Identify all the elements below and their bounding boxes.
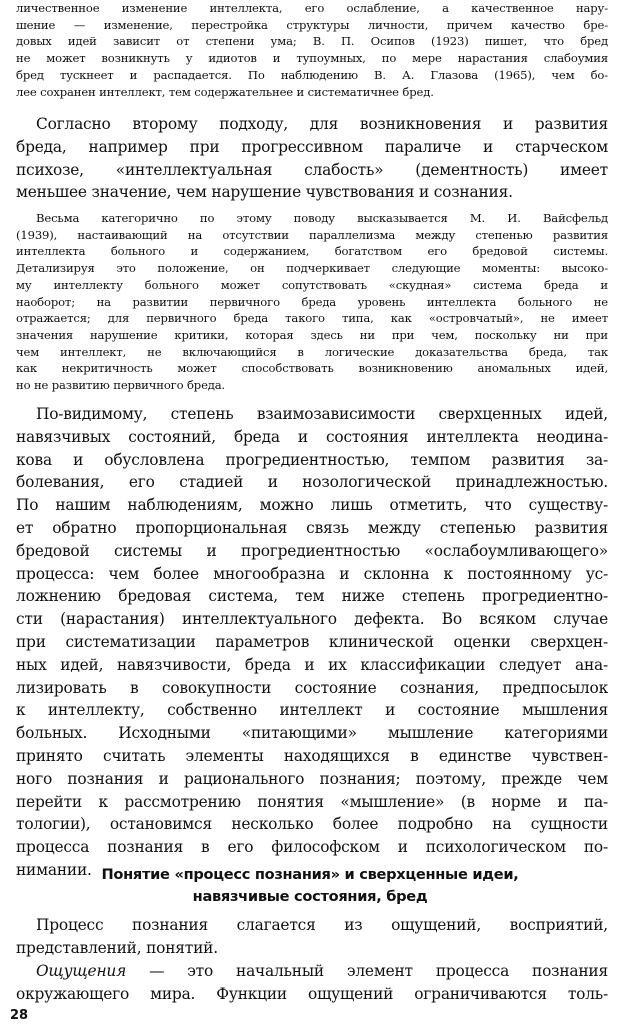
- para4-line: По нашим наблюдениям, можно лишь отметить, что существу-: [16, 496, 608, 515]
- para3-line: значения нарушение критики, которая здесь ни при чем, поскольку ни при: [16, 327, 608, 342]
- para4-line: ложнению бредовая система, тем ниже степень прогредиентно-: [16, 587, 608, 606]
- paragraph-small-1: [16, 0, 608, 100]
- para4-line: лизировать в совокупности состояние сознания, предпосылок: [16, 678, 608, 697]
- para4-line: к интеллекту, собственно интеллект и состояние мышления: [16, 701, 608, 720]
- para3-line: му интеллекту больного может сопутствовать «скудная» система бреда и: [16, 277, 608, 292]
- para2-line: Согласно второму подходу, для возникновения и развития: [36, 115, 608, 133]
- term-sensations: Ощущения: [36, 962, 127, 980]
- para3-line: (1939), настаивающий на отсутствии параллелизма между степенью развития: [16, 227, 608, 242]
- para3-line: Весьма категорично по этому поводу высказывается М. И. Вайсфельд: [36, 211, 608, 225]
- para3-line: интеллекта больного и содержанием, богатством его бредовой системы.: [16, 244, 608, 259]
- para4-line: ет обратно пропорциональная связь между степенью развития: [16, 518, 608, 537]
- para4-line: принято считать элементы находящихся в единстве чувствен-: [16, 746, 608, 765]
- para4-line: процесса познания в его философском и психологическом по-: [16, 838, 608, 857]
- para5-line: Процесс познания слагается из ощущений, восприятий,: [36, 916, 608, 934]
- paragraph-small-2: [16, 210, 608, 394]
- para3-line: но не развитию первичного бреда.: [16, 378, 226, 393]
- para4-line: ных идей, навязчивости, бреда и их классификации следует ана-: [16, 655, 608, 674]
- para1-line: бред тускнеет и распадается. По наблюдению В. А. Глазова (1965), чем бо-: [16, 67, 608, 82]
- para2-line: меньшее значение, чем нарушение чувствования и сознания.: [16, 183, 513, 202]
- paragraph-main-1: [16, 113, 608, 204]
- para3-line: чем интеллект, не включающийся в логические доказательства бреда, так: [16, 344, 608, 359]
- para4-line: болевания, его стадией и нозологической принадлежностью.: [16, 473, 608, 492]
- para4-line: бредовой системы и прогредиентностью «ослабоумливающего»: [16, 541, 608, 560]
- paragraph-main-4-line-2: окружающего мира. Функции ощущений ограничиваются толь-: [16, 984, 608, 1003]
- para4-line: ного познания и рационального познания; поэтому, прежде чем: [16, 769, 608, 788]
- para3-line: Детализируя это положение, он подчеркивает следующие моменты: высоко-: [16, 261, 608, 276]
- para1-line: не может возникнуть у идиотов и тупоумных, по мере нарастания слабоумия: [16, 51, 608, 66]
- paragraph-main-4-line-1: [16, 960, 608, 983]
- paragraph-main-2: [16, 403, 608, 882]
- para2-line: бреда, например при прогрессивном параличе и старческом: [16, 137, 608, 156]
- para3-line: отражается; для первичного бреда такого типа, как «островчатый», не имеет: [16, 311, 608, 326]
- para3-line: как некритичность может способствовать возникновению аномальных идей,: [16, 361, 608, 376]
- para4-line: сти (нарастания) интеллектуального дефекта. Во всяком случае: [16, 610, 608, 629]
- para1-line: личественное изменение интеллекта, его ослабление, а качественное нару-: [16, 1, 608, 15]
- heading-line: Понятие «процесс познания» и сверхценные идеи,: [101, 866, 519, 883]
- para1-line: лее сохранен интеллект, тем содержательнее и систематичнее бред.: [16, 84, 434, 99]
- para1-line: довых идей зависит от степени ума; В. П. Осипов (1923) пишет, что бред: [16, 34, 608, 49]
- paragraph-main-4: [16, 960, 608, 1006]
- section-heading: [0, 864, 620, 908]
- para3-line: наоборот; на развитии первичного бреда уровень интеллекта больного не: [16, 294, 608, 309]
- para4-line: По-видимому, степень взаимозависимости сверхценных идей,: [36, 405, 608, 423]
- para4-line: кова и обусловлена прогредиентностью, темпом развития за-: [16, 450, 608, 469]
- para1-line: шение — изменение, перестройка структуры личности, причем качество бре-: [16, 17, 608, 32]
- para5-line: представлений, понятий.: [16, 938, 218, 957]
- page-number: 28: [10, 1008, 29, 1023]
- para2-line: психозе, «интеллектуальная слабость» (дементность) имеет: [16, 160, 608, 179]
- para4-line: нимании.: [16, 860, 92, 879]
- para4-line: навязчивых состояний, бреда и состояния интеллекта неодина-: [16, 427, 608, 446]
- paragraph-main-3: [16, 914, 608, 960]
- heading-line: навязчивые состояния, бред: [192, 888, 428, 905]
- para4-line: больных. Исходными «питающими» мышление категориями: [16, 724, 608, 743]
- para4-line: тологии), остановимся несколько более подробно на сущности: [16, 815, 608, 834]
- para4-line: перейти к рассмотрению понятия «мышление» (в норме и па-: [16, 792, 608, 811]
- para4-line: при систематизации параметров клинической оценки сверхцен-: [16, 632, 608, 651]
- para4-line: процесса: чем более многообразна и склонна к постоянному ус-: [16, 564, 608, 583]
- line-rest: — это начальный элемент процесса познания: [126, 962, 608, 980]
